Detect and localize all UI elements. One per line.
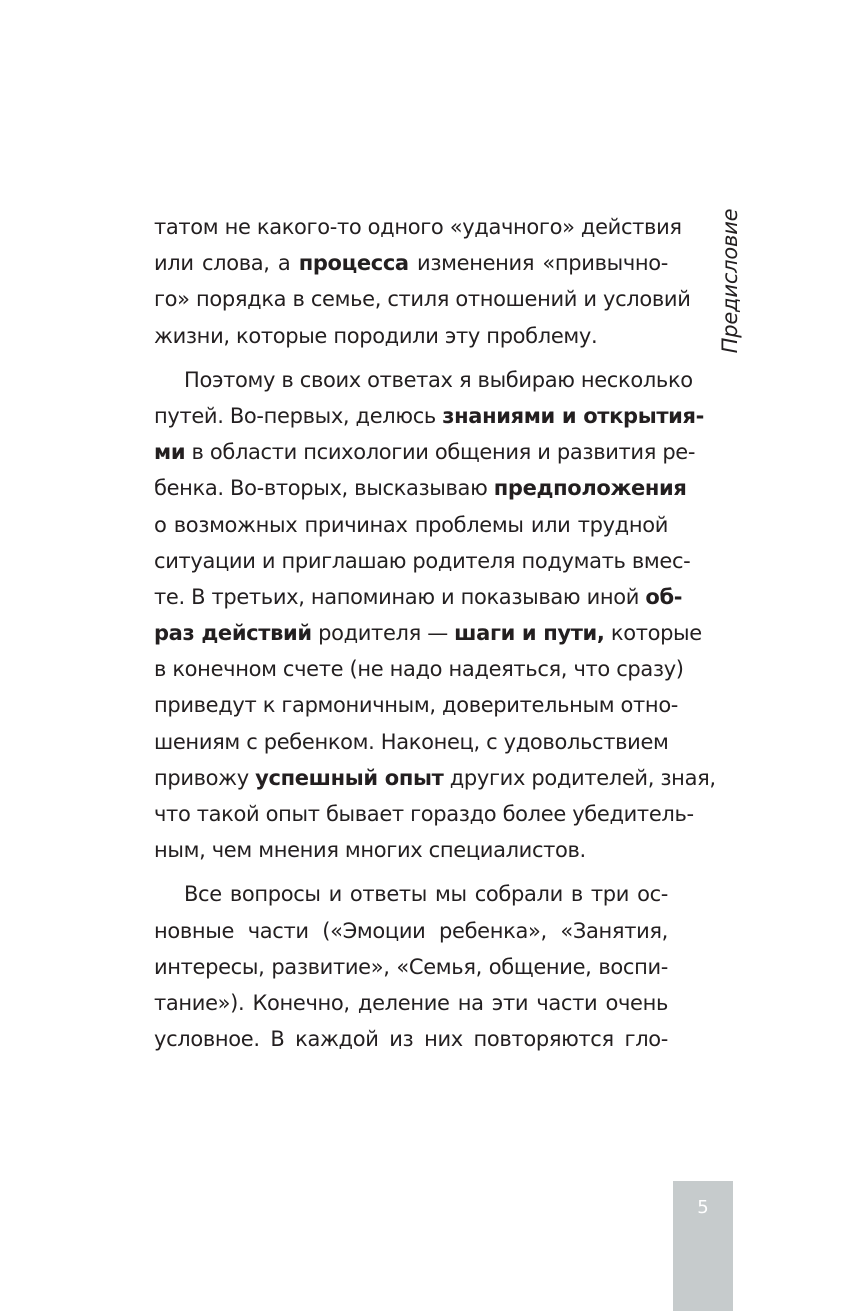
emphasis-text: шаги и пути, [454,621,605,646]
text-line [154,398,705,434]
text-line: Все вопросы и ответы мы собрали в три ос- [184,882,668,907]
emphasis-text: об- [645,584,683,609]
page-number-tab [673,1181,733,1311]
emphasis-text: предположения [493,476,687,501]
text-line [154,245,668,281]
emphasis-text: успешный опыт [255,765,444,790]
paragraph-3 [154,876,668,1057]
text-span: других родителей, зная, [449,765,716,790]
text-line: жизни, которые породили эту проблему. [154,323,598,348]
text-span: в области психологии общения и развития ре- [191,440,696,465]
body-text [154,209,716,1057]
emphasis-text: ми [154,440,186,465]
text-line [154,579,683,615]
emphasis-text: знаниями и открытия- [442,403,705,428]
text-span: или слова, а [154,251,291,276]
running-head-label: Предисловие [718,208,742,353]
text-span: привожу [154,765,249,790]
text-line: Поэтому в своих ответах я выбираю несколько [184,367,693,392]
text-span: родителя — [318,621,448,646]
text-line [154,615,702,651]
text-span: путей. Во-первых, делюсь [154,403,436,428]
text-span: изменения «привычно- [417,251,668,276]
text-line: ситуации и приглашаю родителя подумать вмес- [154,548,691,573]
emphasis-text: процесса [298,251,409,276]
text-line [154,760,716,796]
text-line [154,434,696,470]
text-span: которые [610,621,702,646]
text-line: интересы, развитие», «Семья, общение, воспи- [154,954,668,979]
paragraph-1 [154,209,691,354]
text-line [154,470,687,506]
text-line: условное. В каждой из них повторяются гло- [154,1027,668,1052]
emphasis-text: раз действий [154,621,312,646]
text-line: что такой опыт бывает гораздо более убедитель- [154,802,694,826]
text-line: ным, чем мнения многих специалистов. [154,838,586,863]
text-line: шениям с ребенком. Наконец, с удовольствием [154,729,669,754]
text-line: в конечном счете (не надо надеяться, что сразу) [154,657,684,682]
text-span: бенка. Во-вторых, высказываю [154,476,488,501]
text-line: о возможных причинах проблемы или трудной [154,512,668,537]
text-line: го» порядка в семье, стиля отношений и условий [154,287,691,312]
text-line: приведут к гармоничным, доверительным отно- [154,693,679,718]
running-head [712,208,748,353]
page-number: 5 [697,1197,709,1218]
text-line: тание»). Конечно, деление на эти части очень [154,990,668,1015]
text-line: новные части («Эмоции ребенка», «Занятия, [154,918,668,943]
paragraph-2 [154,362,716,869]
text-line: татом не какого-то одного «удачного» действия [154,215,682,239]
text-span: те. В третьих, напоминаю и показываю иной [154,584,640,609]
